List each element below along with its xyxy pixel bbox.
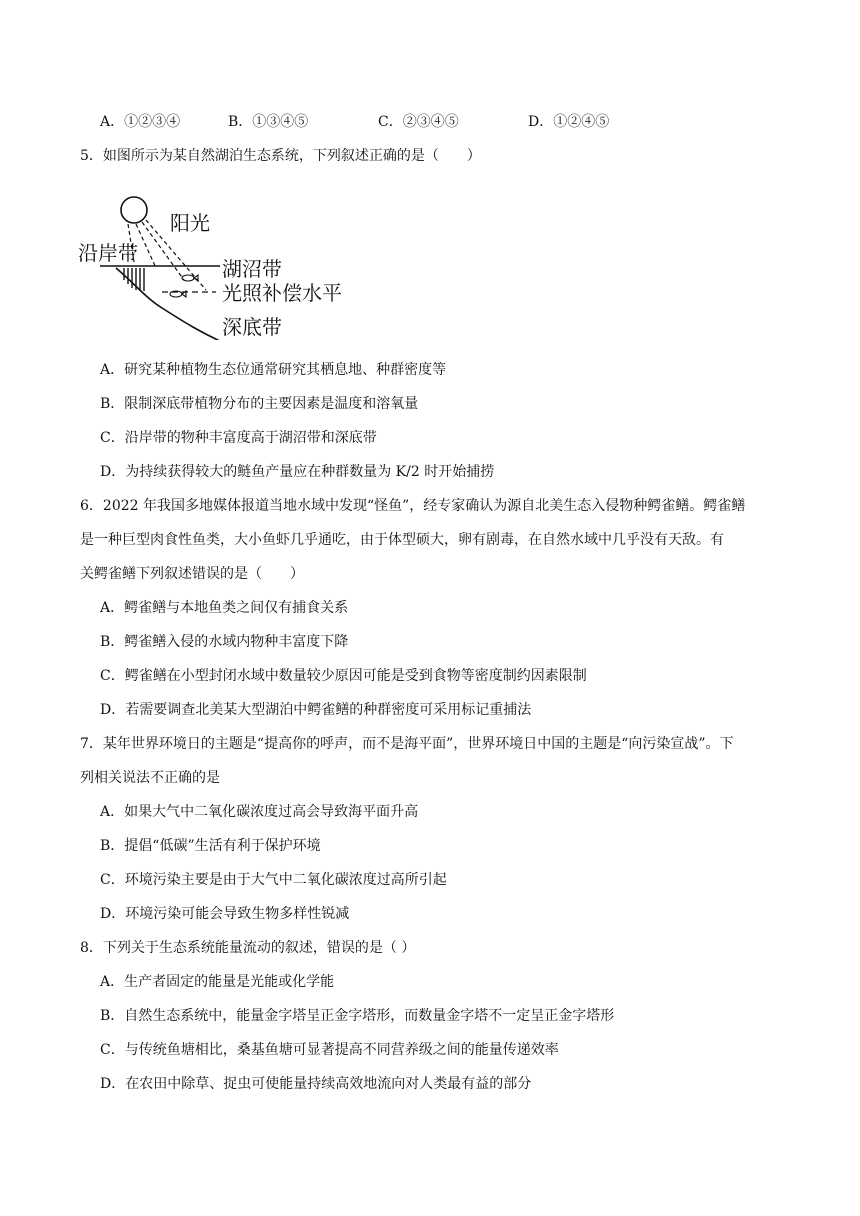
q6-option-c: C．鳄雀鳝在小型封闭水域中数量较少原因可能是受到食物等密度制约因素限制 <box>100 668 587 684</box>
q4-option-a: A．①②③④ <box>100 114 181 130</box>
q6-option-a: A．鳄雀鳝与本地鱼类之间仅有捕食关系 <box>100 600 349 616</box>
q4-options <box>0 112 860 132</box>
q8-option-c: C．与传统鱼塘相比，桑基鱼塘可显著提高不同营养级之间的能量传递效率 <box>100 1042 559 1058</box>
q7-stem-line-1: 7．某年世界环境日的主题是“提高你的呼声，而不是海平面”，世界环境日中国的主题是“向污染宣战”。下 <box>80 736 734 752</box>
compensation-level-label: 光照补偿水平 <box>222 281 342 305</box>
q4-option-b: B．①③④⑤ <box>228 114 309 130</box>
q7-option-b: B．提倡“低碳”生活有利于保护环境 <box>100 838 321 854</box>
sunlight-label: 阳光 <box>170 211 210 235</box>
q4-option-d: D．①②④⑤ <box>528 114 610 130</box>
q8-option-a: A．生产者固定的能量是光能或化学能 <box>100 974 335 990</box>
profundal-zone-label: 深底带 <box>222 315 282 339</box>
q6-option-d: D．若需要调查北美某大型湖泊中鳄雀鳝的种群密度可采用标记重捕法 <box>100 702 532 718</box>
q6-stem-line-2: 是一种巨型肉食性鱼类，大小鱼虾几乎通吃，由于体型硕大，卵有剧毒，在自然水域中几乎没有天敌。有 <box>80 532 724 548</box>
q8-option-d: D．在农田中除草、捉虫可使能量持续高效地流向对人类最有益的部分 <box>100 1076 532 1092</box>
q5-stem: 5．如图所示为某自然湖泊生态系统，下列叙述正确的是（ ） <box>80 148 481 164</box>
q5-option-d: D．为持续获得较大的鲢鱼产量应在种群数量为 K/2 时开始捕捞 <box>100 464 495 480</box>
q5-option-c: C．沿岸带的物种丰富度高于湖沼带和深底带 <box>100 430 377 446</box>
q6-stem-line-1: 6．2022 年我国多地媒体报道当地水域中发现“怪鱼”，经专家确认为源自北美生态入侵物种鳄雀鳝。鳄雀鳝 <box>80 498 746 514</box>
q7-stem-line-2: 列相关说法不正确的是 <box>80 770 220 786</box>
q4-option-c: C．②③④⑤ <box>378 114 459 130</box>
fish-icon <box>170 275 198 297</box>
limnetic-zone-label: 湖沼带 <box>222 257 282 281</box>
q8-option-b: B．自然生态系统中，能量金字塔呈正金字塔形，而数量金字塔不一定呈正金字塔形 <box>100 1008 615 1024</box>
q7-option-a: A．如果大气中二氧化碳浓度过高会导致海平面升高 <box>100 804 419 820</box>
q5-option-b: B．限制深底带植物分布的主要因素是温度和溶氧量 <box>100 396 419 412</box>
q6-option-b: B．鳄雀鳝入侵的水域内物种丰富度下降 <box>100 634 349 650</box>
q5-option-a: A．研究某种植物生态位通常研究其栖息地、种群密度等 <box>100 362 447 378</box>
lake-ecosystem-diagram <box>76 190 366 340</box>
q7-option-d: D．环境污染可能会导致生物多样性锐减 <box>100 906 350 922</box>
littoral-plants <box>124 268 144 291</box>
q6-stem-line-3: 关鳄雀鳝下列叙述错误的是（ ） <box>80 566 304 582</box>
q8-stem: 8．下列关于生态系统能量流动的叙述，错误的是（ ） <box>80 940 416 956</box>
q7-option-c: C．环境污染主要是由于大气中二氧化碳浓度过高所引起 <box>100 872 447 888</box>
sun-icon <box>121 197 147 223</box>
littoral-zone-label: 沿岸带 <box>78 241 138 265</box>
